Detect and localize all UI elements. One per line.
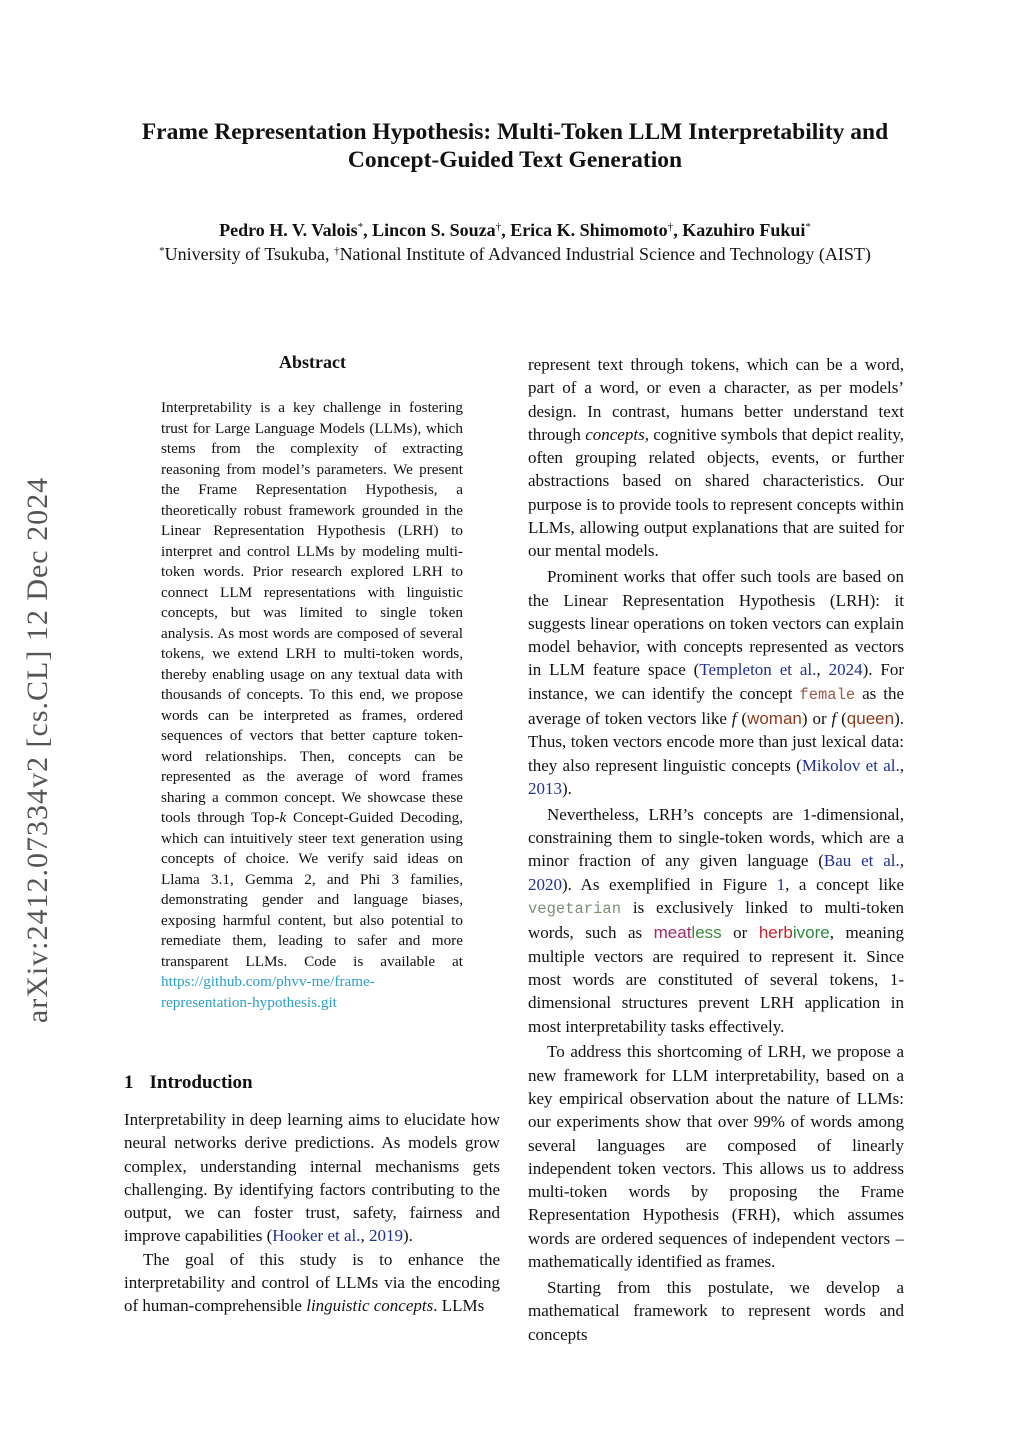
paren: ) [894, 709, 900, 729]
right-paragraph-1 [528, 353, 904, 563]
paren: ( [836, 709, 847, 729]
author-separator: , [363, 220, 373, 240]
author-mark: * [805, 221, 811, 233]
token-queen: queen [846, 709, 895, 729]
intro-text: . LLMs [433, 1296, 485, 1316]
author-mark: * [357, 221, 364, 233]
citation-year[interactable]: 2019 [369, 1226, 404, 1246]
affiliation-mark: † [334, 245, 340, 257]
citation-separator: , [899, 851, 904, 871]
author-name: Lincon S. Souza [372, 220, 496, 240]
paren: ( [736, 709, 748, 729]
author-separator: , [673, 220, 683, 240]
body-text: ). For instance, we can identify the concept [528, 660, 905, 703]
author-list [80, 220, 950, 241]
abstract-heading: Abstract [279, 352, 346, 372]
token-herb: herb [758, 923, 793, 943]
citation-separator: , [899, 755, 904, 775]
emphasis-concepts: concepts [585, 424, 645, 444]
abstract-text: Interpretability is a key challenge in fostering trust for Large Language Models (LLMs), which stems from the complexity of extracting reasoning from model’s parameters. We present the Frame Representation Hypothesis, a theoretically robust framework grounded in the Linear Representation Hypothesis (LRH) to interpret and control LLMs by modeling multi-token words. Prior research explored LRH to connect LLM representations with linguistic concepts, but was limited to single token analysis. As most words are composed of several tokens, we extend LRH to multi-token words, thereby enabling usage on any textual data with thousands of concepts. To this end, we propose words can be interpreted as frames, ordered sequences of vectors that better capture token-word relationships. Then, concepts can be represented as the average of word frames sharing a common concept. We showcase these tools through Top- [161, 399, 463, 826]
affiliation-mark: * [159, 245, 165, 257]
citation-hooker-2019[interactable] [272, 1226, 403, 1245]
body-text: or [807, 709, 832, 729]
citation-separator: , [816, 660, 829, 680]
concept-female: female [799, 685, 856, 704]
citation-author[interactable]: Templeton et al. [699, 660, 817, 680]
token-ivore: ivore [792, 923, 830, 943]
figure-reference[interactable]: 1 [776, 874, 786, 894]
citation-author[interactable]: Mikolov et al. [801, 755, 900, 775]
abstract-k-variable: k [279, 809, 287, 826]
intro-paragraph-2 [124, 1248, 500, 1318]
arxiv-stamp-text: arXiv:2412.07334v2 [cs.CL] 12 Dec 2024 [21, 476, 54, 1024]
introduction-left-column [124, 1108, 500, 1318]
arxiv-identifier-stamp [8, 440, 68, 1060]
token-less: less [691, 923, 722, 943]
body-text: is exclusively linked to multi-token words, such as [528, 898, 904, 943]
token-meat: meat [653, 923, 692, 943]
intro-text: Interpretability in deep learning aims to elucidate how neural networks derive predictions. As models grow complex, understanding internal mechanisms gets challenging. By identifying factors contributing to the output, we can foster trust, safety, fairness and improve capabilities ( [124, 1110, 500, 1246]
affiliation-name: National Institute of Advanced Industrial Science and Technology (AIST) [339, 244, 871, 264]
code-repository-link[interactable]: https://github.com/phvv-me/frame-representation-hypothesis.git [161, 973, 375, 1011]
body-text: Nevertheless, LRH’s concepts are 1-dimensional, constraining them to single-token words, which are a minor fraction of any given language ( [528, 804, 904, 871]
intro-text: The goal of this study is to enhance the interpretability and control of LLMs via the encoding of human-comprehensible [124, 1249, 500, 1316]
intro-text: ). [403, 1226, 413, 1246]
paren: ) [801, 709, 808, 729]
math-f: f [731, 709, 737, 729]
author-mark: † [667, 221, 674, 233]
citation-author[interactable]: Bau et al. [823, 851, 900, 871]
introduction-right-column [528, 353, 904, 1346]
section-number: 1 [124, 1072, 134, 1093]
section-heading-introduction [124, 1072, 253, 1094]
section-title: Introduction [149, 1072, 253, 1093]
body-text: as the average of token vectors like [528, 683, 904, 729]
body-text: , cognitive symbols that depict reality, often grouping related objects, events, or further abstractions based on shared characteristics. Our purpose is to provide tools to represent concepts within LLMs, allowing output explanations that are suited for our mental models. [528, 424, 904, 561]
math-f: f [831, 709, 837, 729]
right-paragraph-4: To address this shortcoming of LRH, we propose a new framework for LLM interpretability, based on a key empirical observation about the nature of LLMs: our experiments show that over 99% of words among several languages are composed of linearly independent token vectors. This allows us to address multi-token words by proposing the Frame Representation Hypothesis (FRH), which assumes words are ordered sequences of independent vectors – mathematically identified as frames. [528, 1042, 904, 1272]
citation-year[interactable]: 2020 [528, 874, 562, 894]
body-text: , a concept like [785, 874, 904, 894]
body-text: represent text through tokens, which can be a word, part of a word, or even a character, as per models’ design. In contrast, humans better understand text through [528, 355, 904, 444]
concept-vegetarian: vegetarian [528, 900, 622, 919]
body-text: . Thus, token vectors encode more than just lexical data: they also represent linguistic concepts ( [528, 709, 904, 775]
citation-year[interactable]: 2013 [528, 778, 562, 798]
title-line-2: Concept-Guided Text Generation [347, 147, 683, 173]
citation-templeton-2024[interactable] [699, 660, 862, 679]
right-paragraph-3 [528, 803, 904, 1038]
body-text: or [721, 923, 759, 943]
body-text: ). [562, 778, 572, 798]
abstract-body [161, 398, 463, 1013]
token-woman: woman [747, 709, 802, 729]
citation-author[interactable]: Hooker et al. [272, 1226, 361, 1246]
author-separator: , [501, 220, 511, 240]
intro-paragraph-1 [124, 1108, 500, 1248]
title-line-1: Frame Representation Hypothesis: Multi-Token LLM Interpretability and [141, 119, 889, 145]
author-name: Erica K. Shimomoto [510, 220, 668, 240]
body-text: Prominent works that offer such tools are based on the Linear Representation Hypothesis (LRH): it suggests linear operations on token vectors can explain model behavior, with concepts represented as vectors in LLM feature space ( [528, 567, 904, 680]
author-mark: † [495, 221, 502, 233]
author-name: Kazuhiro Fukui [682, 220, 806, 240]
citation-separator: , [360, 1226, 370, 1246]
right-paragraph-2 [528, 565, 904, 800]
body-text: , meaning multiple vectors are required to represent it. Since most words are constituted of several tokens, 1-dimensional structures prevent LRH application in most interpretability tasks effectively. [528, 923, 904, 1036]
abstract-text-continued: Concept-Guided Decoding, which can intuitively steer text generation using concepts of choice. We verify said ideas on Llama 3.1, Gemma 2, and Phi 3 families, demonstrating gender and language biases, exposing harmful content, but also potential to remediate them, leading to safer and more transparent LLMs. Code is available at [161, 809, 463, 970]
paper-title [100, 118, 930, 174]
emphasis-linguistic-concepts: linguistic concepts [306, 1296, 434, 1316]
affiliation-name: University of Tsukuba, [164, 244, 335, 264]
affiliations [60, 244, 970, 265]
body-text: ). As exemplified in Figure [562, 874, 777, 894]
citation-year[interactable]: 2024 [828, 660, 863, 680]
author-name: Pedro H. V. Valois [219, 220, 358, 240]
right-paragraph-5: Starting from this postulate, we develop a mathematical framework to represent words and concepts [528, 1277, 904, 1344]
